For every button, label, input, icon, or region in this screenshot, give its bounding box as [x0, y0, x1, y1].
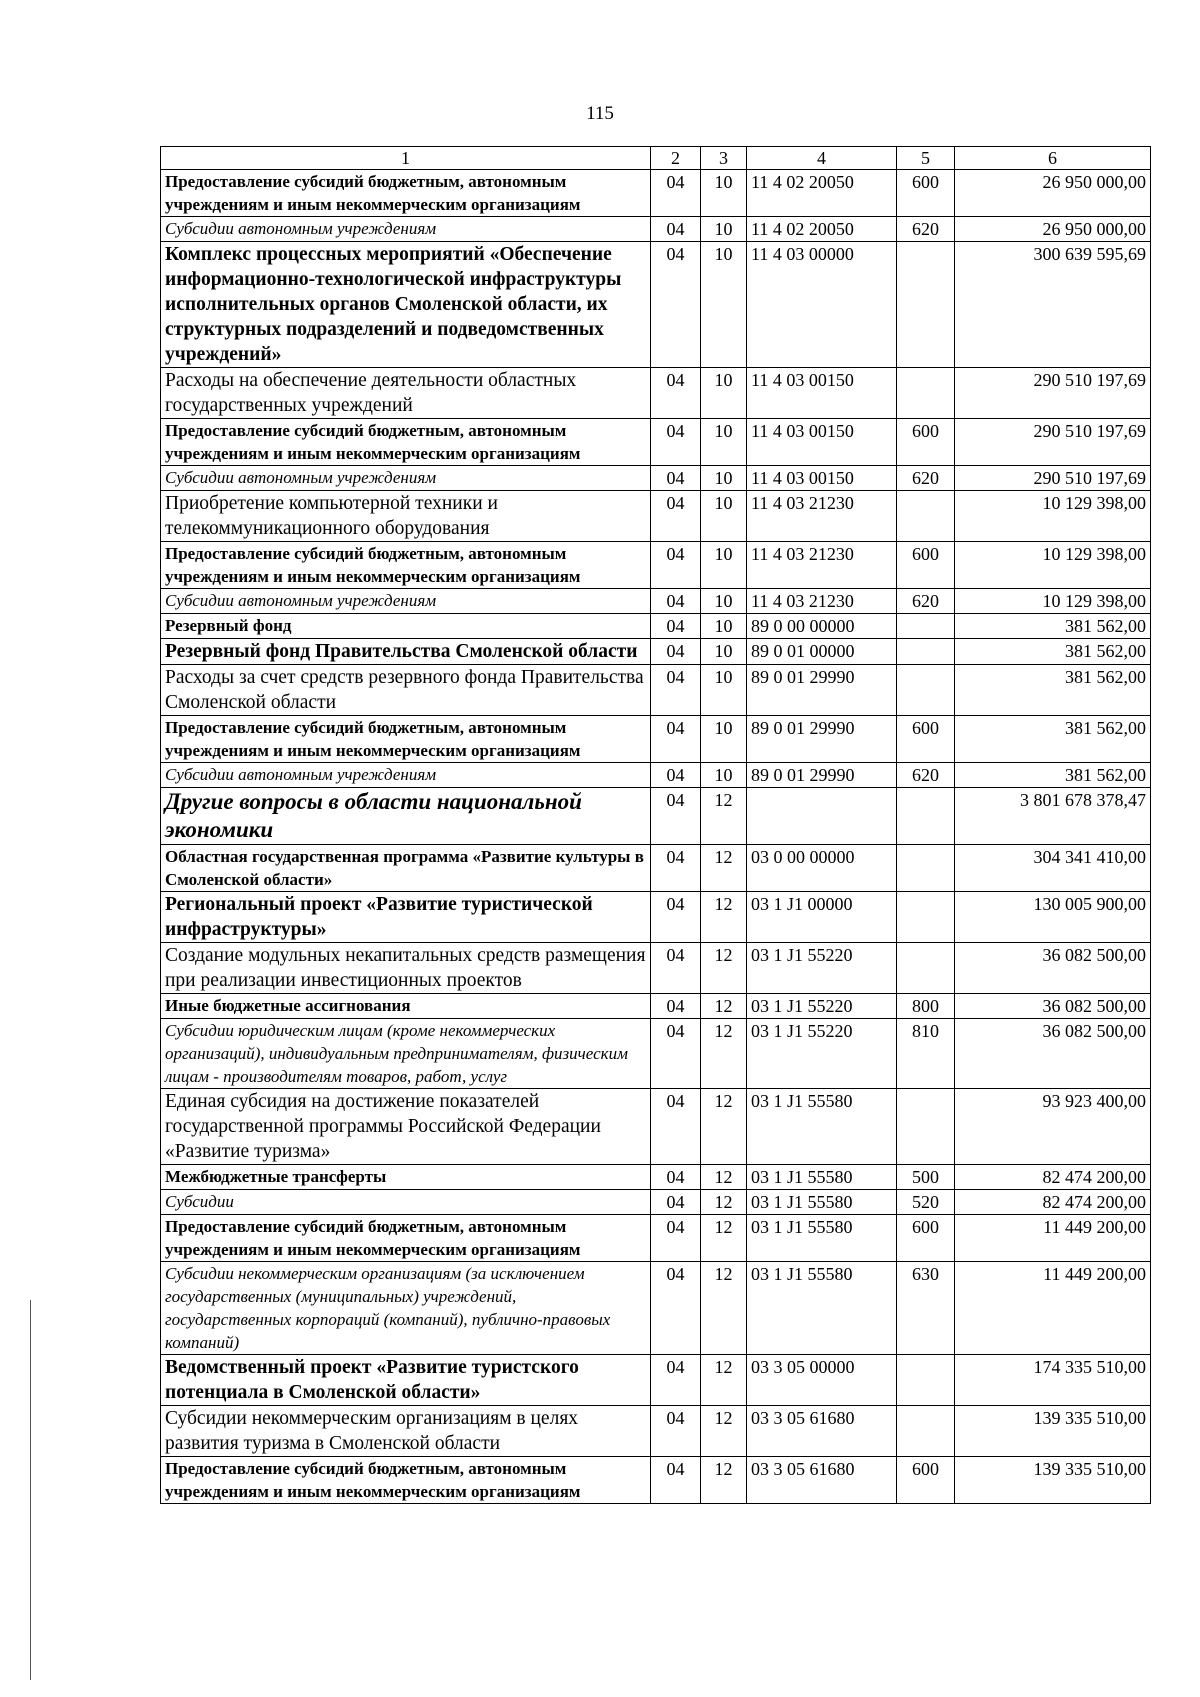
subsection-code: 10 [701, 419, 747, 466]
expense-type-code: 620 [897, 466, 955, 491]
row-name: Приобретение компьютерной техники и телекоммуникационного оборудования [161, 491, 651, 542]
table-row [161, 788, 1151, 845]
target-article-code: 11 4 03 00150 [747, 466, 897, 491]
row-name: Субсидии автономным учреждениям [161, 589, 651, 614]
row-name: Субсидии автономным учреждениям [161, 217, 651, 242]
expense-type-code: 620 [897, 217, 955, 242]
section-code: 04 [651, 368, 701, 419]
amount: 139 335 510,00 [955, 1457, 1151, 1504]
column-number: 1 [161, 147, 651, 170]
subsection-code: 12 [701, 943, 747, 994]
column-number: 6 [955, 147, 1151, 170]
budget-table-body [161, 147, 1151, 1504]
row-name: Создание модульных некапитальных средств размещения при реализации инвестиционных проектов [161, 943, 651, 994]
section-code: 04 [651, 542, 701, 589]
section-code: 04 [651, 491, 701, 542]
subsection-code: 12 [701, 892, 747, 943]
subsection-code: 10 [701, 665, 747, 716]
subsection-code: 12 [701, 1406, 747, 1457]
amount: 11 449 200,00 [955, 1262, 1151, 1355]
target-article-code: 03 1 J1 55580 [747, 1089, 897, 1165]
table-row [161, 639, 1151, 665]
amount: 381 562,00 [955, 716, 1151, 763]
subsection-code: 10 [701, 639, 747, 665]
scan-margin-line [30, 1300, 31, 1680]
table-row [161, 170, 1151, 217]
table-row [161, 419, 1151, 466]
section-code: 04 [651, 665, 701, 716]
target-article-code: 03 3 05 61680 [747, 1406, 897, 1457]
row-name: Межбюджетные трансферты [161, 1165, 651, 1190]
amount: 174 335 510,00 [955, 1355, 1151, 1406]
subsection-code: 10 [701, 368, 747, 419]
target-article-code [747, 788, 897, 845]
page-number: 115 [586, 103, 614, 124]
expense-type-code: 600 [897, 1215, 955, 1262]
row-name: Предоставление субсидий бюджетным, автономным учреждениям и иным некоммерческим организациям [161, 542, 651, 589]
row-name: Субсидии автономным учреждениям [161, 763, 651, 788]
subsection-code: 12 [701, 1190, 747, 1215]
table-row [161, 491, 1151, 542]
amount: 304 341 410,00 [955, 845, 1151, 892]
table-row [161, 763, 1151, 788]
table-row [161, 1355, 1151, 1406]
row-name: Комплекс процессных мероприятий «Обеспечение информационно-технологической инфраструктуры исполнительных органов Смоленской области, их структурных подразделений и подведомственных учреждений» [161, 242, 651, 368]
table-row [161, 589, 1151, 614]
amount: 10 129 398,00 [955, 542, 1151, 589]
section-code: 04 [651, 419, 701, 466]
target-article-code: 03 1 J1 55220 [747, 994, 897, 1019]
target-article-code: 03 1 J1 55220 [747, 1019, 897, 1089]
amount: 26 950 000,00 [955, 217, 1151, 242]
expense-type-code [897, 491, 955, 542]
section-code: 04 [651, 788, 701, 845]
expense-type-code [897, 639, 955, 665]
section-code: 04 [651, 845, 701, 892]
row-name: Субсидии некоммерческим организациям (за исключением государственных (муниципальных) учреждений, государственных корпораций (компаний), публично-правовых компаний) [161, 1262, 651, 1355]
expense-type-code: 620 [897, 589, 955, 614]
expense-type-code: 810 [897, 1019, 955, 1089]
expense-type-code: 620 [897, 763, 955, 788]
column-number: 4 [747, 147, 897, 170]
expense-type-code: 500 [897, 1165, 955, 1190]
subsection-code: 12 [701, 1262, 747, 1355]
subsection-code: 12 [701, 1165, 747, 1190]
subsection-code: 10 [701, 716, 747, 763]
amount: 290 510 197,69 [955, 466, 1151, 491]
amount: 10 129 398,00 [955, 589, 1151, 614]
amount: 290 510 197,69 [955, 419, 1151, 466]
row-name: Субсидии автономным учреждениям [161, 466, 651, 491]
subsection-code: 12 [701, 1355, 747, 1406]
row-name: Предоставление субсидий бюджетным, автономным учреждениям и иным некоммерческим организациям [161, 419, 651, 466]
section-code: 04 [651, 1355, 701, 1406]
row-name: Субсидии некоммерческим организациям в целях развития туризма в Смоленской области [161, 1406, 651, 1457]
row-name: Региональный проект «Развитие туристической инфраструктуры» [161, 892, 651, 943]
amount: 36 082 500,00 [955, 943, 1151, 994]
section-code: 04 [651, 614, 701, 639]
target-article-code: 03 1 J1 55580 [747, 1262, 897, 1355]
subsection-code: 12 [701, 845, 747, 892]
table-row [161, 1165, 1151, 1190]
column-number: 3 [701, 147, 747, 170]
row-name: Областная государственная программа «Развитие культуры в Смоленской области» [161, 845, 651, 892]
section-code: 04 [651, 639, 701, 665]
target-article-code: 03 1 J1 00000 [747, 892, 897, 943]
table-row [161, 1457, 1151, 1504]
amount: 381 562,00 [955, 763, 1151, 788]
subsection-code: 10 [701, 614, 747, 639]
target-article-code: 03 0 00 00000 [747, 845, 897, 892]
target-article-code: 03 3 05 61680 [747, 1457, 897, 1504]
target-article-code: 11 4 03 21230 [747, 589, 897, 614]
row-name: Единая субсидия на достижение показателей государственной программы Российской Федерации «Развитие туризма» [161, 1089, 651, 1165]
amount: 93 923 400,00 [955, 1089, 1151, 1165]
target-article-code: 89 0 01 29990 [747, 763, 897, 788]
amount: 290 510 197,69 [955, 368, 1151, 419]
section-code: 04 [651, 242, 701, 368]
section-code: 04 [651, 892, 701, 943]
expense-type-code: 600 [897, 716, 955, 763]
table-row [161, 1019, 1151, 1089]
amount: 381 562,00 [955, 665, 1151, 716]
column-number: 2 [651, 147, 701, 170]
expense-type-code: 600 [897, 1457, 955, 1504]
section-code: 04 [651, 589, 701, 614]
subsection-code: 12 [701, 1019, 747, 1089]
amount: 82 474 200,00 [955, 1190, 1151, 1215]
section-code: 04 [651, 1262, 701, 1355]
column-number-row [161, 147, 1151, 170]
amount: 130 005 900,00 [955, 892, 1151, 943]
section-code: 04 [651, 1165, 701, 1190]
expense-type-code: 600 [897, 170, 955, 217]
target-article-code: 89 0 01 00000 [747, 639, 897, 665]
subsection-code: 12 [701, 788, 747, 845]
row-name: Предоставление субсидий бюджетным, автономным учреждениям и иным некоммерческим организациям [161, 716, 651, 763]
expense-type-code: 600 [897, 419, 955, 466]
table-row [161, 1190, 1151, 1215]
expense-type-code: 600 [897, 542, 955, 589]
row-name: Другие вопросы в области национальной экономики [161, 788, 651, 845]
table-row [161, 466, 1151, 491]
table-row [161, 994, 1151, 1019]
section-code: 04 [651, 1406, 701, 1457]
subsection-code: 12 [701, 994, 747, 1019]
section-code: 04 [651, 1190, 701, 1215]
section-code: 04 [651, 763, 701, 788]
table-row [161, 542, 1151, 589]
section-code: 04 [651, 1457, 701, 1504]
row-name: Предоставление субсидий бюджетным, автономным учреждениям и иным некоммерческим организациям [161, 170, 651, 217]
target-article-code: 11 4 03 00150 [747, 419, 897, 466]
table-row [161, 242, 1151, 368]
amount: 11 449 200,00 [955, 1215, 1151, 1262]
subsection-code: 10 [701, 491, 747, 542]
table-row [161, 943, 1151, 994]
amount: 36 082 500,00 [955, 1019, 1151, 1089]
table-row [161, 1215, 1151, 1262]
table-row [161, 614, 1151, 639]
expense-type-code [897, 788, 955, 845]
target-article-code: 89 0 01 29990 [747, 716, 897, 763]
subsection-code: 10 [701, 170, 747, 217]
expense-type-code [897, 242, 955, 368]
section-code: 04 [651, 1019, 701, 1089]
row-name: Расходы на обеспечение деятельности областных государственных учреждений [161, 368, 651, 419]
table-row [161, 217, 1151, 242]
target-article-code: 11 4 03 00000 [747, 242, 897, 368]
row-name: Резервный фонд [161, 614, 651, 639]
subsection-code: 10 [701, 763, 747, 788]
amount: 381 562,00 [955, 639, 1151, 665]
target-article-code: 89 0 01 29990 [747, 665, 897, 716]
subsection-code: 12 [701, 1089, 747, 1165]
amount: 139 335 510,00 [955, 1406, 1151, 1457]
row-name: Расходы за счет средств резервного фонда Правительства Смоленской области [161, 665, 651, 716]
row-name: Предоставление субсидий бюджетным, автономным учреждениям и иным некоммерческим организациям [161, 1215, 651, 1262]
target-article-code: 11 4 02 20050 [747, 170, 897, 217]
amount: 300 639 595,69 [955, 242, 1151, 368]
section-code: 04 [651, 716, 701, 763]
row-name: Субсидии [161, 1190, 651, 1215]
expense-type-code [897, 892, 955, 943]
target-article-code: 11 4 03 00150 [747, 368, 897, 419]
row-name: Иные бюджетные ассигнования [161, 994, 651, 1019]
table-row [161, 1262, 1151, 1355]
expense-type-code [897, 665, 955, 716]
section-code: 04 [651, 943, 701, 994]
expense-type-code: 630 [897, 1262, 955, 1355]
target-article-code: 11 4 03 21230 [747, 542, 897, 589]
amount: 82 474 200,00 [955, 1165, 1151, 1190]
budget-table [160, 146, 1151, 1504]
subsection-code: 10 [701, 542, 747, 589]
table-row [161, 368, 1151, 419]
target-article-code: 11 4 03 21230 [747, 491, 897, 542]
section-code: 04 [651, 170, 701, 217]
expense-type-code [897, 943, 955, 994]
table-row [161, 665, 1151, 716]
table-row [161, 1406, 1151, 1457]
expense-type-code [897, 845, 955, 892]
expense-type-code: 520 [897, 1190, 955, 1215]
section-code: 04 [651, 1089, 701, 1165]
amount: 36 082 500,00 [955, 994, 1151, 1019]
section-code: 04 [651, 466, 701, 491]
target-article-code: 03 3 05 00000 [747, 1355, 897, 1406]
target-article-code: 03 1 J1 55580 [747, 1215, 897, 1262]
table-row [161, 845, 1151, 892]
amount: 10 129 398,00 [955, 491, 1151, 542]
table-row [161, 892, 1151, 943]
subsection-code: 10 [701, 242, 747, 368]
column-number: 5 [897, 147, 955, 170]
target-article-code: 89 0 00 00000 [747, 614, 897, 639]
row-name: Ведомственный проект «Развитие туристского потенциала в Смоленской области» [161, 1355, 651, 1406]
target-article-code: 03 1 J1 55580 [747, 1165, 897, 1190]
row-name: Субсидии юридическим лицам (кроме некоммерческих организаций), индивидуальным предпринимателям, физическим лицам - производителям товаров, работ, услуг [161, 1019, 651, 1089]
amount: 26 950 000,00 [955, 170, 1151, 217]
subsection-code: 12 [701, 1215, 747, 1262]
expense-type-code [897, 1089, 955, 1165]
expense-type-code [897, 1355, 955, 1406]
subsection-code: 12 [701, 1457, 747, 1504]
expense-type-code [897, 368, 955, 419]
table-row [161, 1089, 1151, 1165]
subsection-code: 10 [701, 466, 747, 491]
expense-type-code: 800 [897, 994, 955, 1019]
subsection-code: 10 [701, 589, 747, 614]
row-name: Предоставление субсидий бюджетным, автономным учреждениям и иным некоммерческим организациям [161, 1457, 651, 1504]
section-code: 04 [651, 1215, 701, 1262]
amount: 3 801 678 378,47 [955, 788, 1151, 845]
table-row [161, 716, 1151, 763]
row-name: Резервный фонд Правительства Смоленской области [161, 639, 651, 665]
section-code: 04 [651, 217, 701, 242]
target-article-code: 11 4 02 20050 [747, 217, 897, 242]
subsection-code: 10 [701, 217, 747, 242]
amount: 381 562,00 [955, 614, 1151, 639]
target-article-code: 03 1 J1 55580 [747, 1190, 897, 1215]
target-article-code: 03 1 J1 55220 [747, 943, 897, 994]
expense-type-code [897, 1406, 955, 1457]
expense-type-code [897, 614, 955, 639]
section-code: 04 [651, 994, 701, 1019]
